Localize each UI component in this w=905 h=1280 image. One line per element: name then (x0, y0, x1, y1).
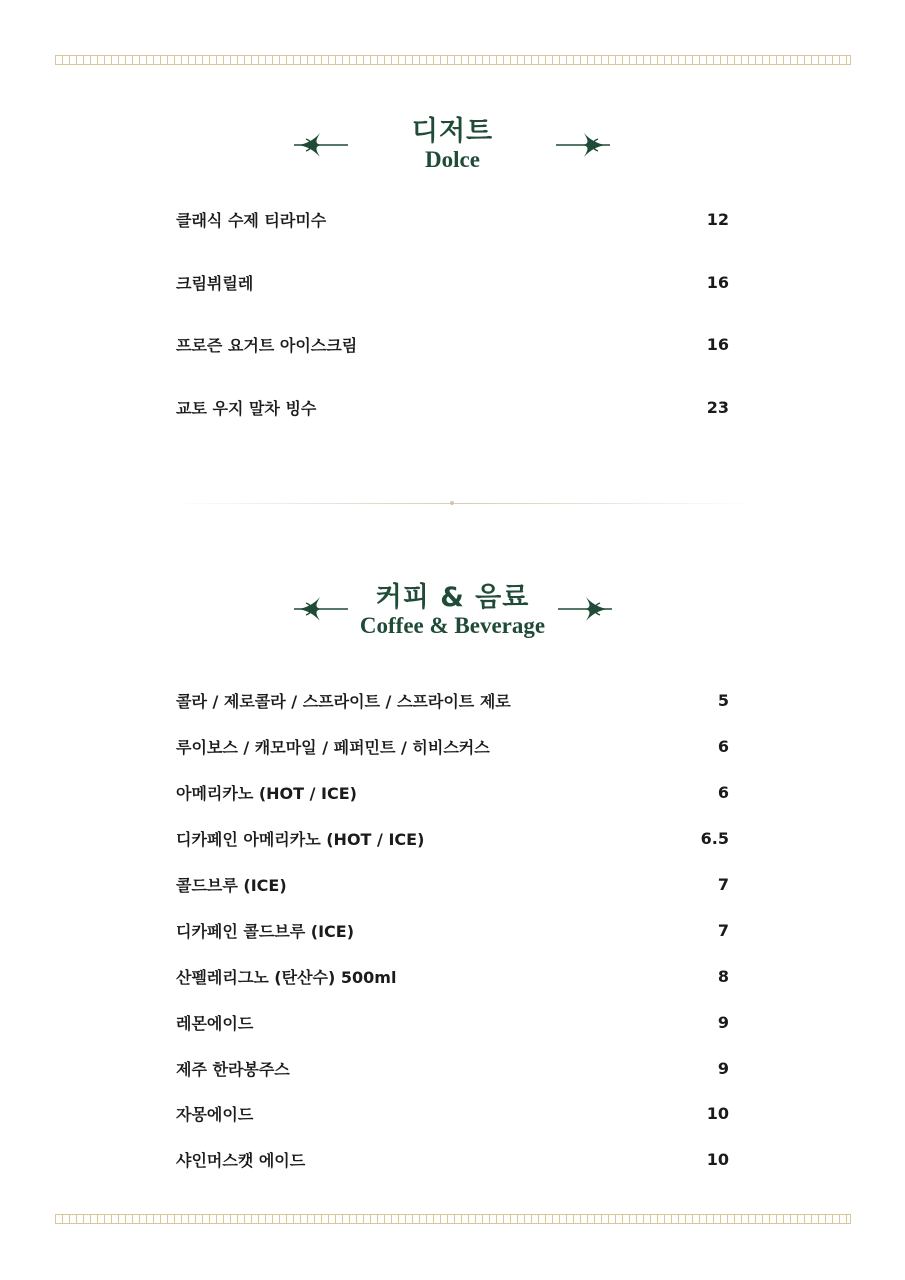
item-price: 9 (717, 1058, 729, 1078)
menu-item (176, 918, 729, 942)
section-title-en: Coffee & Beverage (359, 613, 546, 638)
item-name: 디카페인 아메리카노 (HOT / ICE) (176, 829, 425, 849)
item-name: 교토 우지 말차 빙수 (176, 398, 317, 418)
item-price: 7 (717, 874, 729, 894)
item-name: 크림뷔릴레 (176, 273, 254, 293)
item-name: 샤인머스캣 에이드 (176, 1150, 306, 1170)
menu-item (176, 1056, 729, 1080)
menu-item (176, 826, 729, 850)
section-title-ko: 디저트 (411, 116, 494, 147)
menu-item (176, 1010, 729, 1034)
item-name: 제주 한라봉주스 (176, 1059, 290, 1079)
item-price: 9 (717, 1012, 729, 1032)
item-name: 레몬에이드 (176, 1013, 254, 1033)
section-heading-beverage (0, 583, 905, 639)
menu-item (176, 1147, 729, 1171)
item-name: 클래식 수제 티라미수 (176, 210, 327, 230)
item-price: 10 (706, 1149, 729, 1169)
menu-item (176, 734, 729, 758)
item-price: 16 (706, 334, 729, 354)
item-name: 콜드브루 (ICE) (176, 875, 287, 895)
item-price: 7 (717, 920, 729, 940)
item-price: 6 (717, 736, 729, 756)
section-title-en: Dolce (425, 147, 480, 172)
item-name: 콜라 / 제로콜라 / 스프라이트 / 스프라이트 제로 (176, 691, 511, 711)
menu-item (176, 964, 729, 988)
item-name: 디카페인 콜드브루 (ICE) (176, 921, 355, 941)
bottom-border-pattern (55, 1214, 851, 1224)
item-name: 프로즌 요거트 아이스크림 (176, 335, 358, 355)
section-heading-dessert (0, 117, 905, 173)
menu-item (176, 1101, 729, 1125)
top-border-pattern (55, 55, 851, 65)
item-name: 루이보스 / 캐모마일 / 페퍼민트 / 히비스커스 (176, 737, 490, 757)
menu-item (176, 332, 729, 356)
item-price: 8 (717, 966, 729, 986)
divider-dot (450, 501, 454, 505)
section-divider (170, 503, 755, 504)
menu-item (176, 780, 729, 804)
section-title-ko: 커피 & 음료 (375, 582, 530, 613)
item-price: 12 (706, 209, 729, 229)
menu-item (176, 688, 729, 712)
item-price: 5 (717, 690, 729, 710)
menu-item (176, 395, 729, 419)
menu-item (176, 270, 729, 294)
item-name: 산펠레리그노 (탄산수) 500ml (176, 967, 397, 987)
item-price: 23 (706, 397, 729, 417)
menu-item (176, 872, 729, 896)
item-name: 아메리카노 (HOT / ICE) (176, 783, 357, 803)
menu-item (176, 207, 729, 231)
item-price: 10 (706, 1103, 729, 1123)
item-price: 6 (717, 782, 729, 802)
item-price: 6.5 (700, 828, 729, 848)
item-price: 16 (706, 272, 729, 292)
item-name: 자몽에이드 (176, 1104, 254, 1124)
